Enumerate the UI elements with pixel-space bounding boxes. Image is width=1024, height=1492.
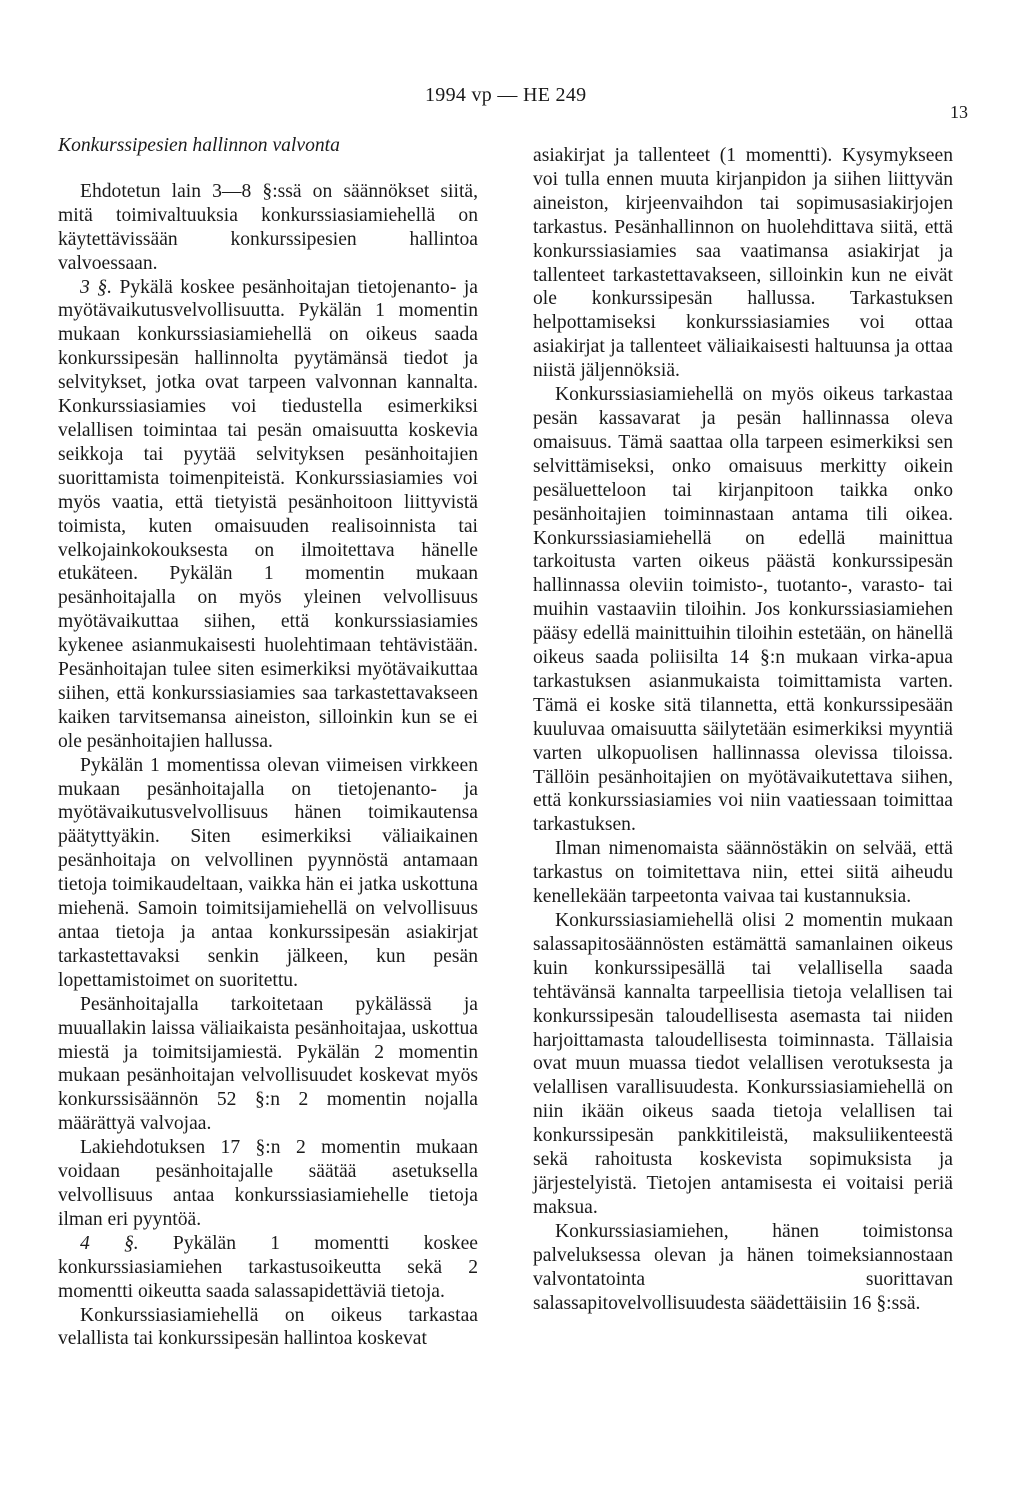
page-number: 13	[950, 102, 968, 122]
page-header	[0, 84, 1024, 122]
paragraph	[58, 276, 478, 754]
section-heading: Konkurssipesien hallinnon valvonta	[58, 135, 340, 156]
paragraph: Konkurssiasiamiehellä on oikeus tarkastaa velallista tai konkurssipesän hallintoa koskevat	[58, 1304, 478, 1350]
paragraph: Ilman nimenomaista säännöstäkin on selvää, että tarkastus on toimitettava niin, ettei siitä aiheudu kenellekään tarpeetonta vaivaa tai kustannuksia.	[533, 838, 953, 908]
paragraph: Konkurssiasiamiehellä olisi 2 momentin mukaan salassapitosäännösten estämättä samanlainen oikeus kuin konkurssipesällä tai velallisella saada tehtävänsä kannalta tarpeellisia tietoja velallisen tai konkurssipesän taloudellisesta asemasta tai niiden harjoittamasta taloudellisesta toiminnasta. Tällaisia ovat muun muassa tiedot velallisen verotuksesta ja velallisen varallisuudesta. Konkurssiasiamiehellä on niin ikään oikeus saada tietoja velallisen tai konkurssipesän pankkitileistä, maksuliikenteestä sekä rahoitusta koskevista sopimuksista ja järjestelyistä. Tietojen antamisesta ei voitaisi periä maksua.	[533, 910, 953, 1218]
paragraph: Lakiehdotuksen 17 §:n 2 momentin mukaan voidaan pesänhoitajalle säätää asetuksella velvollisuus antaa konkurssiasiamiehelle tietoja ilman eri pyyntöä.	[58, 1137, 478, 1230]
section-mark: 3 §.	[80, 276, 112, 298]
running-head: 1994 vp — HE 249	[425, 84, 587, 106]
paragraph: Pesänhoitajalla tarkoitetaan pykälässä ja muuallakin laissa väliaikaista pesänhoitajaa, uskottua miestä ja toimitsijamiestä. Pykälän 2 momentin mukaan pesänhoitajan velvollisuudet koskevat myös konkurssisäännön 52 §:n 2 momentin nojalla määrättyä valvojaa.	[58, 993, 478, 1135]
paragraph: Konkurssiasiamiehellä on myös oikeus tarkastaa pesän kassavarat ja pesän hallinnassa oleva omaisuus. Tämä saattaa olla tarpeen esimerkiksi sen selvittämiseksi, onko omaisuus merkitty oikein pesäluetteloon tai kirjanpitoon taikka onko pesänhoitajien toiminnastaan antama tili oikea. Konkurssiasiamiehellä on edellä mainittua tarkoitusta varten oikeus päästä konkurssipesän hallinnassa oleviin toimisto-, tuotanto-, varasto- tai muihin vastaaviin tiloihin. Jos konkurssiasiamiehen pääsy edellä mainittuihin tiloihin estetään, on hänellä oikeus saada poliisilta 14 §:n mukaan virka-apua tarkastuksen asianmukaista toimittamista varten. Tämä ei koske sitä tilannetta, että konkurssipesään kuuluvaa omaisuutta säilytetään esimerkiksi myyntiä varten ulkopuolisen hallinnassa olevissa tiloissa. Tällöin pesänhoitajien on myötävaikutettava siihen, että konkurssiasiamies voi niin vaatiessaan toimittaa tarkastuksen.	[533, 384, 953, 836]
paragraph-text: Pykälän 1 momentti koskee konkurssiasiamiehen tarkastusoikeutta sekä 2 momentti oikeutta saada salassapidettäviä tietoja.	[58, 1232, 478, 1302]
left-column	[58, 134, 478, 1351]
paragraph: asiakirjat ja tallenteet (1 momentti). Kysymykseen voi tulla ennen muuta kirjanpidon ja siihen liittyvän aineiston, kirjeenvaihdon tai sopimusasiakirjojen tarkastus. Pesänhallinnon on huolehdittava siitä, että konkurssiasiamies saa vaatimansa asiakirjat ja tallenteet tarkastettavakseen, silloinkin kun ne eivät ole konkurssipesän hallussa. Tarkastuksen helpottamiseksi konkurssiasiamies voi ottaa asiakirjat ja tallenteet väliaikaisesti haltuunsa ja ottaa niistä jäljennöksiä.	[533, 145, 953, 382]
paragraph-text: Pykälä koskee pesänhoitajan tietojenanto- ja myötävaikutusvelvollisuutta. Pykälän 1 momentin mukaan konkurssiasiamiehellä on oikeus saada konkurssipesän hallinnolta pyytämänsä tiedot ja selvitykset, jotka ovat tarpeen valvonnan kannalta. Konkurssiasiamies voi tiedustella esimerkiksi velallisen toimintaa tai pesän omaisuutta koskevia seikkoja tai pyytää selvityksen pesänhoitajien suorittamista toimenpiteistä. Konkurssiasiamies voi myös vaatia, että tietyistä pesänhoitoon liittyvistä toimista, kuten omaisuuden realisoinnista tai velkojainkokouksesta on ilmoitettava hänelle etukäteen. Pykälän 1 momentin mukaan pesänhoitajalla on myös yleinen velvollisuus myötävaikuttaa siihen, että konkurssiasiamies kykenee asianmukaisesti huolehtimaan tehtävistään. Pesänhoitajan tulee siten esimerkiksi myötävaikuttaa siihen, että konkurssiasiamies saa tarkastettavakseen kaiken tarvitsemansa aineiston, silloinkin kun se ei ole pesänhoitajien hallussa.	[58, 276, 478, 752]
paragraph: Pykälän 1 momentissa olevan viimeisen virkkeen mukaan pesänhoitajalla on tietojenanto- ja myötävaikutusvelvollisuus hänen toimikautensa päätyttyäkin. Siten esimerkiksi väliaikainen pesänhoitaja on velvollinen pyynnöstä antamaan tietoja toimikaudeltaan, vaikka hän ei jatka uskottuna miehenä. Samoin toimitsijamiehellä on velvollisuus antaa tietoja ja antaa konkurssipesän asiakirjat tarkastettavaksi senkin jälkeen, kun pesän lopettamistoimet on suoritettu.	[58, 754, 478, 991]
right-column	[533, 144, 953, 1315]
paragraph: Konkurssiasiamiehen, hänen toimistonsa palveluksessa olevan ja hänen toimeksiannostaan valvontatointa suorittavan salassapitovelvollisuudesta säädettäisiin 16 §:ssä.	[533, 1220, 953, 1314]
section-mark: 4 §.	[80, 1232, 139, 1254]
paragraph: Ehdotetun lain 3—8 §:ssä on säännökset siitä, mitä toimivaltuuksia konkurssiasiamiehellä on käytettävissään konkurssipesien hallintoa valvoessaan.	[58, 180, 478, 274]
paragraph	[58, 1232, 478, 1304]
